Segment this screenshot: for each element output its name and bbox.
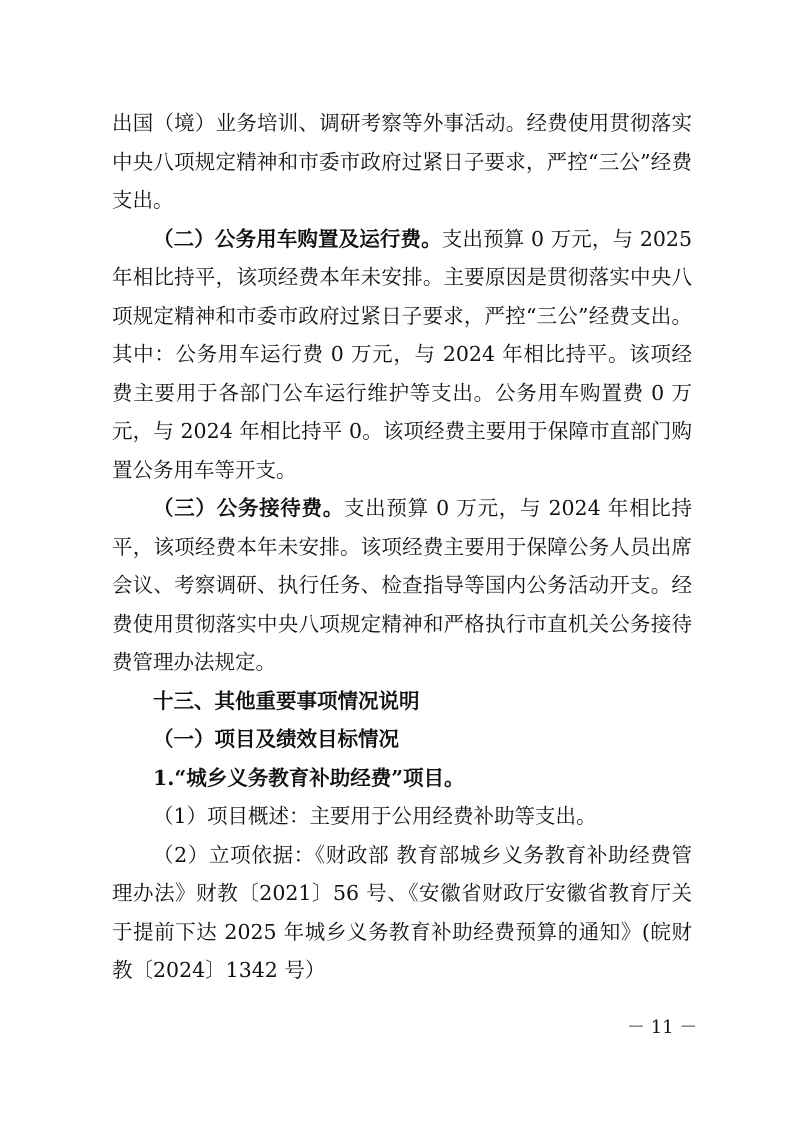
document-body [112,104,692,990]
page-number: － 11 － [627,1017,698,1038]
paragraph-lead-reception: （三）公务接待费。 [153,496,344,520]
paragraph-reception-expenses [112,489,692,682]
paragraph-body-vehicle: 支出预算 0 万元，与 2025 年相比持平，该项经费本年未安排。主要原因是贯彻落实中央八项规定精神和市委市政府过紧日子要求，严控“三公”经费支出。其中：公务用车运行费 0 万元，与 2024 年相比持平。该项经费主要用于各部门公车运行维护等支出。公务用车购置费 0 万元，与 2024 年相比持平 0。该项经费主要用于保障市直部门购置公务用车等开支。 [112,226,692,482]
item-basis: （2）立项依据：《财政部 教育部城乡义务教育补助经费管理办法》财教〔2021〕56 号、《安徽省财政厅安徽省教育厅关于提前下达 2025 年城乡义务教育补助经费预算的通知》(皖财教〔2024〕1342 号） [112,842,692,982]
section-heading: 十三、其他重要事项情况说明 [153,688,420,713]
item-heading: 1.“城乡义务教育补助经费”项目。 [153,765,465,790]
paragraph-continuation: 出国（境）业务培训、调研考察等外事活动。经费使用贯彻落实中央八项规定精神和市委市政府过紧日子要求，严控“三公”经费支出。 [112,111,692,212]
paragraph-lead-vehicle: （二）公务用车购置及运行费。 [153,226,442,251]
paragraph-vehicle-expenses [112,220,692,490]
sub-heading: （一）项目及绩效目标情况 [153,727,399,751]
paragraph-body-reception: 支出预算 0 万元，与 2024 年相比持平，该项经费本年未安排。该项经费主要用于保障公务人员出席会议、考察调研、执行任务、检查指导等国内公务活动开支。经费使用贯彻落实中央八项规定精神和严格执行市直机关公务接待费管理办法规定。 [112,496,693,674]
item-overview: （1）项目概述：主要用于公用经费补助等支出。 [153,804,597,828]
